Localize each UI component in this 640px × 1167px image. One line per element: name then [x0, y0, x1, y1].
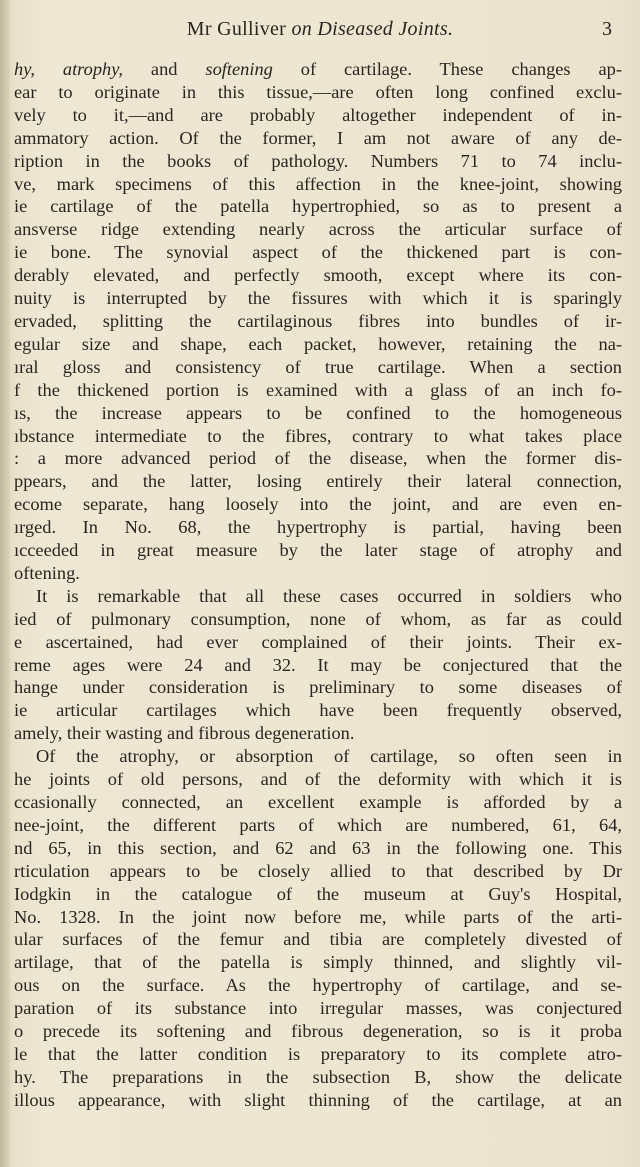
text-line: ansverse ridge extending nearly across the articular surface of — [14, 219, 622, 240]
text-line: oftening. — [14, 562, 80, 583]
text-segment: and — [122, 59, 206, 79]
text-line: artilage, that of the patella is simply thinned, and slightly vil- — [14, 952, 622, 973]
text-line: f the thickened portion is examined with a glass of an inch fo- — [14, 379, 622, 400]
text-line: hange under consideration is preliminary to some diseases of — [14, 677, 622, 698]
text-line: ular surfaces of the femur and tibia are completely divested of — [14, 929, 622, 950]
text-line: le that the latter condition is preparatory to its complete atro- — [14, 1043, 622, 1064]
text-line: ccasionally connected, an excellent example is afforded by a — [14, 792, 622, 812]
body-text — [0, 58, 640, 1112]
text-line: No. 1328. In the joint now before me, while parts of the arti- — [14, 906, 622, 927]
running-head — [0, 18, 640, 48]
text-line: he joints of old persons, and of the deformity with which it is — [14, 769, 622, 790]
running-title-prefix: Mr Gulliver — [186, 18, 292, 40]
text-line: derably elevated, and perfectly smooth, except where its con- — [14, 265, 622, 286]
page-number: 3 — [602, 18, 612, 40]
text-line: ammatory action. Of the former, I am not aware of any de- — [14, 127, 622, 148]
text-line: ıcceeded in great measure by the later stage of atrophy and — [14, 540, 622, 561]
text-line: Iodgkin in the catalogue of the museum at Guy's Hospital, — [14, 883, 622, 904]
running-title-italic: on Diseased Joints. — [291, 18, 454, 40]
running-title — [0, 18, 640, 41]
text-line: reme ages were 24 and 32. It may be conjectured that the — [14, 654, 622, 675]
text-line: ırged. In No. 68, the hypertrophy is partial, having been — [14, 517, 622, 538]
text-line: ie cartilage of the patella hypertrophied, so as to present a — [14, 196, 622, 217]
text-line: rticulation appears to be closely allied to that described by Dr — [14, 860, 622, 881]
text-line: paration of its substance into irregular masses, was conjectured — [14, 998, 622, 1019]
text-line: : a more advanced period of the disease, when the former dis- — [14, 448, 622, 469]
text-line: ervaded, splitting the cartilaginous fibres into bundles of ir- — [14, 310, 622, 331]
text-line: ıbstance intermediate to the fibres, contrary to what takes place — [14, 425, 622, 446]
text-line: o precede its softening and fibrous degeneration, so is it proba — [14, 1021, 622, 1042]
text-line: It is remarkable that all these cases occurred in soldiers who — [36, 585, 622, 606]
text-line: ıs, the increase appears to be confined to the homogeneous — [14, 402, 622, 423]
text-line: e ascertained, had ever complained of their joints. Their ex- — [14, 631, 622, 652]
text-line: nd 65, in this section, and 62 and 63 in the following one. This — [14, 837, 622, 858]
text-line: hy. The preparations in the subsection B, show the delicate — [14, 1066, 622, 1087]
text-line: nee-joint, the different parts of which are numbered, 61, 64, — [14, 814, 622, 835]
text-line: nuity is interrupted by the fissures with which it is sparingly — [14, 288, 622, 309]
text-line: illous appearance, with slight thinning of the cartilage, at an — [14, 1089, 622, 1110]
text-line: vely to it,—and are probably altogether independent of in- — [14, 104, 622, 125]
text-line: ecome separate, hang loosely into the joint, and are even en- — [14, 494, 622, 515]
text-line: Of the atrophy, or absorption of cartilage, so often seen in — [36, 746, 622, 767]
text-line: amely, their wasting and fibrous degeneration. — [14, 723, 355, 744]
text-segment: of cartilage. These changes ap- — [272, 59, 622, 79]
italic-term: softening — [205, 59, 273, 79]
text-line: ppears, and the latter, losing entirely their lateral connection, — [14, 471, 622, 492]
text-line: ied of pulmonary consumption, none of whom, as far as could — [14, 608, 622, 629]
text-line — [0, 58, 640, 81]
text-line: ve, mark specimens of this affection in the knee-joint, showing — [14, 173, 622, 194]
text-line: ous on the surface. As the hypertrophy of cartilage, and se- — [14, 975, 622, 996]
text-line: ear to originate in this tissue,—are often long confined exclu- — [14, 81, 622, 102]
text-line: egular size and shape, each packet, however, retaining the na- — [14, 333, 622, 354]
text-line: ie bone. The synovial aspect of the thickened part is con- — [14, 242, 622, 263]
text-line: ription in the books of pathology. Numbers 71 to 74 inclu- — [14, 150, 622, 171]
italic-term: hy, atrophy, — [14, 59, 123, 79]
text-line: ie articular cartilages which have been frequently observed, — [14, 700, 622, 721]
text-line: ıral gloss and consistency of true cartilage. When a section — [14, 356, 622, 377]
